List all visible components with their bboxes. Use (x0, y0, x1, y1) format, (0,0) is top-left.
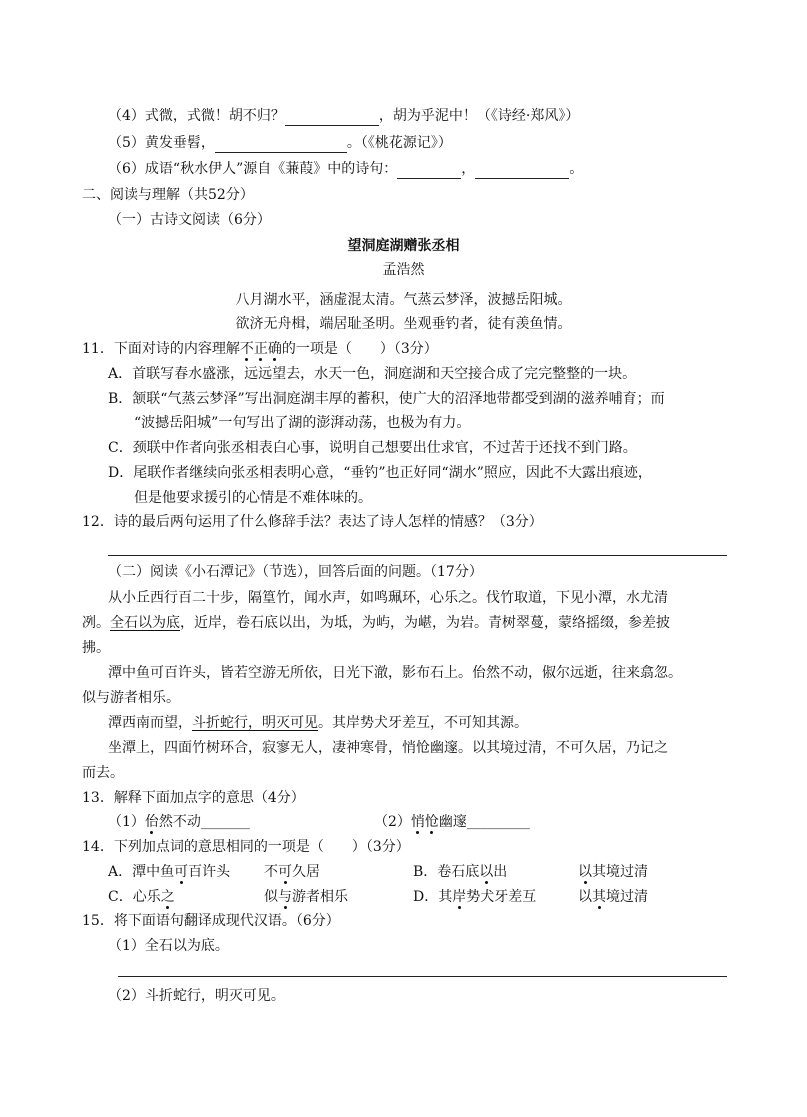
q14-a-word-1-a: A．潭中鱼 (108, 864, 175, 880)
part-1-title: （一）古诗文阅读（6分） (108, 212, 271, 228)
q11-stem (82, 339, 438, 359)
passage-p3 (108, 713, 528, 733)
fill-5-blank[interactable] (215, 138, 347, 153)
q11-option-b-line-1[interactable]: B．颔联“气蒸云梦泽”写出洞庭湖丰厚的蓄积，使广大的沼泽地带都受到湖的滋养哺育；而 (108, 391, 665, 407)
q13-item-1-num: （1） (108, 814, 145, 830)
q15-item-1: （1）全石以为底。 (108, 938, 229, 954)
q14-a-dotted-1: 可 (174, 864, 189, 880)
q13-item-2-num: （2） (374, 814, 411, 830)
q11-stem-text-b: 的一项是（ ）（3分） (281, 341, 438, 357)
fill-5-text-a: （5）黄发垂髫， (108, 135, 215, 151)
q14-c-word-1-a: C．心乐 (108, 889, 161, 905)
q14-c-dotted-1: 之 (160, 889, 175, 905)
fill-item-5 (108, 133, 452, 153)
passage-underlined-sentence-1: 全石以为底 (110, 615, 180, 631)
q11-dotted-char-2: 正 (253, 341, 268, 357)
q11-option-d-line-2: 但是他要求援引的心情是不难体味的。 (134, 490, 372, 506)
passage-p3-b: 。其岸势犬牙差互，不可知其源。 (318, 715, 528, 731)
q14-option-c[interactable] (108, 887, 175, 907)
poem-line-1: 八月湖水平，涵虚混太清。气蒸云梦泽，波撼岳阳城。 (235, 292, 572, 308)
q14-b-word-1-a: B．卷石底 (413, 864, 480, 880)
q14-option-d-word-2 (578, 887, 648, 907)
q14-c-dotted-2: 与 (278, 889, 292, 905)
q14-a-dotted-2: 可 (278, 864, 292, 880)
q13-item-1-blank[interactable]: _______ (200, 814, 250, 830)
q14-option-d[interactable] (413, 887, 536, 907)
q11-dotted-char-1: 不 (239, 341, 254, 357)
q13-item-2-blank[interactable]: _________ (466, 814, 530, 830)
q12-stem: 12．诗的最后两句运用了什么修辞手法？表达了诗人怎样的情感？（3分） (82, 514, 543, 530)
q14-option-a-word-2 (264, 862, 320, 882)
fill-item-6 (108, 159, 583, 179)
q14-b-word-2-b: 其境过清 (592, 864, 648, 880)
fill-6-text-c: 。 (569, 161, 584, 177)
section-2-title: 二、阅读与理解（共52分） (82, 187, 254, 203)
passage-p1-line-1: 从小丘西行百二十步，隔篁竹，闻水声，如鸣珮环，心乐之。伐竹取道，下见小潭，水尤清 (108, 590, 668, 606)
fill-4-text-b: ，胡为乎泥中！（《诗经·郑风》） (378, 108, 580, 124)
poem-line-2: 欲济无舟楫，端居耻圣明。坐观垂钓者，徒有羡鱼情。 (235, 316, 572, 332)
fill-6-blank-1[interactable] (397, 164, 461, 179)
q14-d-dotted-1: 岸 (452, 889, 467, 905)
q14-option-b-word-2 (578, 862, 648, 882)
q11-option-d-line-1[interactable]: D．尾联作者继续向张丞相表明心意，“垂钓”也正好同“湖水”照应，因此不大露出痕迹， (108, 465, 652, 481)
q14-option-b[interactable] (413, 862, 507, 882)
q14-d-word-1-b: 势犬牙差互 (466, 889, 537, 905)
part-2-title: （二）阅读《小石潭记》（节选），回答后面的问题。（17分） (108, 564, 483, 580)
q14-a-word-1-b: 百许头 (188, 864, 231, 880)
poem-title: 望洞庭湖赠张丞相 (347, 238, 460, 254)
q14-b-dotted-1: 以 (479, 864, 494, 880)
fill-6-text-a: （6）成语“秋水伊人”源自《蒹葭》中的诗句： (108, 161, 398, 177)
passage-p2-line-1: 潭中鱼可百许头，皆若空游无所依，日光下澈，影布石上。佁然不动，俶尔远逝，往来翕忽。 (108, 665, 682, 681)
q11-dotted-char-3: 确 (267, 341, 282, 357)
q14-c-word-2-b: 游者相乐 (292, 889, 348, 905)
q14-option-c-word-2 (264, 887, 348, 907)
q13-item-2-dotted-char-2: 怆 (424, 814, 439, 830)
fill-5-text-b: 。（《桃花源记》） (346, 135, 452, 151)
q14-d-dotted-2: 其 (592, 889, 606, 905)
passage-p4-line-1: 坐潭上，四面竹树环合，寂寥无人，凄神寒骨，悄怆幽邃。以其境过清，不可久居，乃记之 (108, 740, 668, 756)
q12-answer-line[interactable] (108, 555, 727, 556)
q13-item-1-text: 然不动 (158, 814, 201, 830)
q14-stem: 14．下列加点词的意思相同的一项是（ ）（3分） (82, 839, 410, 855)
q14-d-word-2-b: 境过清 (606, 889, 648, 905)
fill-6-text-b: ， (461, 161, 476, 177)
passage-p2-line-2: 似与游者相乐。 (82, 690, 180, 706)
q13-item-2 (374, 812, 530, 832)
passage-p1-line-2-b: ，近岸，卷石底以出，为坻，为屿，为嵁，为岩。青树翠蔓，蒙络摇缀，参差披 (180, 615, 670, 631)
q13-item-1 (108, 812, 250, 832)
q11-stem-text-a: 11．下面对诗的内容理解 (82, 341, 240, 357)
q14-b-word-1-b: 出 (493, 864, 508, 880)
q13-item-2-text: 幽邃 (438, 814, 467, 830)
fill-4-blank[interactable] (285, 111, 379, 126)
q14-d-word-1-a: D．其 (413, 889, 453, 905)
passage-p1-line-2-a: 冽。 (82, 615, 110, 631)
q15-item-2: （2）斗折蛇行，明灭可见。 (108, 988, 285, 1004)
q14-d-word-2-a: 以 (578, 889, 592, 905)
poem-author: 孟浩然 (382, 262, 425, 278)
q14-c-word-2-a: 似 (264, 889, 278, 905)
q11-option-b-line-2: “波撼岳阳城”一句写出了湖的澎湃动荡，也极为有力。 (134, 415, 471, 431)
fill-6-blank-2[interactable] (475, 164, 569, 179)
q13-item-1-dotted-char: 佁 (144, 814, 159, 830)
q15-item-1-answer-line[interactable] (118, 976, 727, 977)
passage-p1-line-3: 拂。 (82, 640, 110, 656)
fill-item-4 (108, 106, 579, 126)
q14-b-dotted-2: 以 (578, 864, 592, 880)
q13-stem: 13．解释下面加点字的意思（4分） (82, 790, 305, 806)
passage-p4-line-2: 而去。 (82, 765, 124, 781)
fill-4-text-a: （4）式微，式微！胡不归？ (108, 108, 285, 124)
q11-option-c[interactable]: C．颈联中作者向张丞相表白心事，说明自己想要出仕求官，不过苦于还找不到门路。 (108, 440, 637, 456)
passage-underlined-sentence-2: 斗折蛇行，明灭可见 (192, 715, 318, 731)
passage-p3-a: 潭西南而望， (108, 715, 192, 731)
q14-option-a[interactable] (108, 862, 230, 882)
q14-a-word-2-a: 不 (264, 864, 278, 880)
q13-item-2-dotted-char-1: 悄 (410, 814, 425, 830)
q15-stem: 15．将下面语句翻译成现代汉语。（6分） (82, 913, 340, 929)
passage-p1-line-2 (82, 613, 670, 633)
q11-option-a[interactable]: A．首联写春水盛涨，远远望去，水天一色，洞庭湖和天空接合成了完完整整的一块。 (108, 366, 637, 382)
q14-a-word-2-b: 久居 (292, 864, 320, 880)
